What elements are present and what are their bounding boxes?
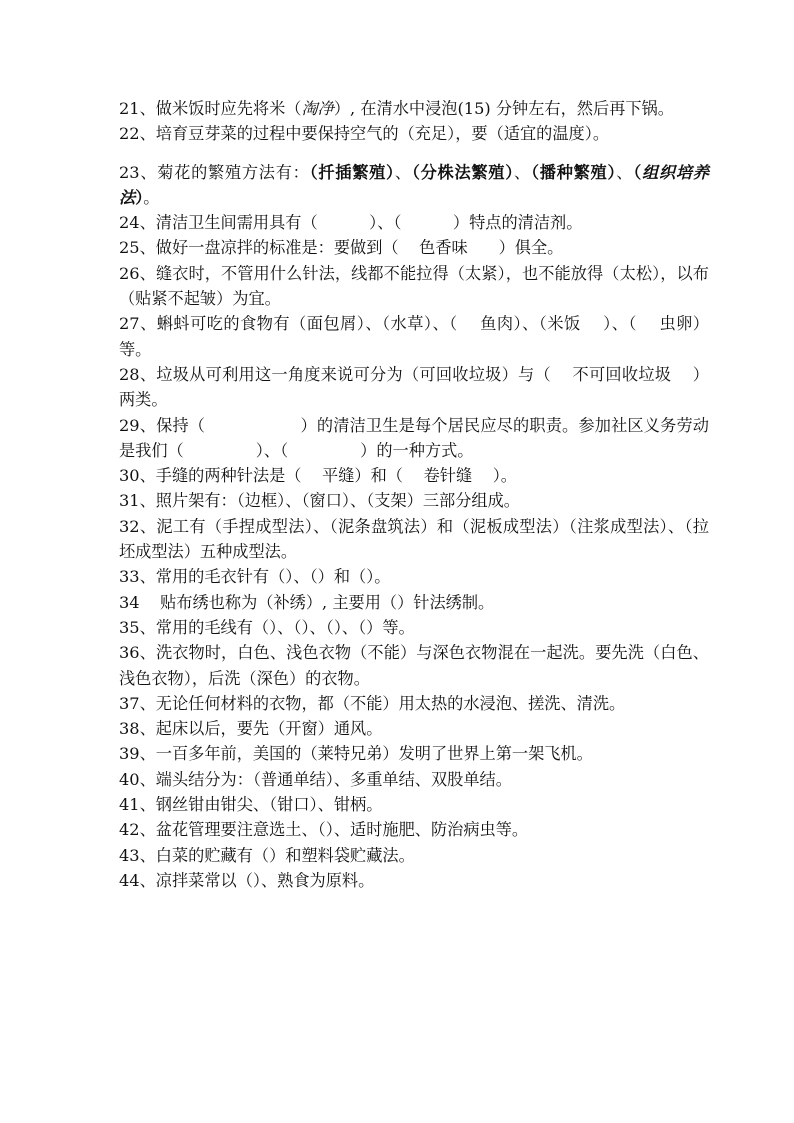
question-29: 29、保持（ ）的清洁卫生是每个居民应尽的职责。参加社区义务劳动是我们（ ）、（ ）的一种方式。: [119, 415, 709, 460]
question-40: 40、端头结分为：（普通单结）、多重单结、双股单结。: [119, 769, 512, 789]
question-24: 24、清洁卫生间需用具有（ ）、（ ）特点的清洁剂。: [119, 213, 583, 233]
question-list: [119, 96, 709, 893]
question-34: 34 贴布绣也称为（补绣）, 主要用（）针法绣制。: [119, 592, 495, 612]
question-36: 36、洗衣物时，白色、浅色衣物（不能）与深色衣物混在一起洗。要先洗（白色、浅色衣物），后洗（深色）的衣物。: [119, 643, 709, 688]
question-39: 39、一百多年前，美国的（莱特兄弟）发明了世界上第一架飞机。: [119, 744, 593, 764]
question-35: 35、常用的毛线有（）、（）、（）、（）等。: [119, 617, 415, 637]
question-28: 28、垃圾从可利用这一角度来说可分为（可回收垃圾）与（ 不可回收垃圾 ）两类。: [119, 364, 709, 410]
question-43: 43、白菜的贮藏有（）和塑料袋贮藏法。: [119, 845, 415, 865]
question-42: 42、盆花管理要注意选土、（）、适时施肥、防治病虫等。: [119, 820, 529, 840]
question-25: 25、做好一盘凉拌的标准是：要做到（ 色香味 ）俱全。: [119, 238, 564, 258]
question-23: 23、菊花的繁殖方法有：（扦插繁殖）、（分株法繁殖）、（播种繁殖）、（组织培养法）。: [119, 162, 709, 207]
question-27: 27、蝌蚪可吃的食物有（面包屑）、（水草）、（ 鱼肉）、（米饭 ）、（ 虫卵）等。: [119, 314, 709, 359]
question-31: 31、照片架有：（边框）、（窗口）、（支架）三部分组成。: [119, 491, 520, 511]
question-21: 21、做米饭时应先将米（淘净）, 在清水中浸泡(15) 分钟左右，然后再下锅。: [119, 99, 674, 118]
question-30: 30、手缝的两种针法是（ 平缝）和（ 卷针缝 ）。: [119, 466, 517, 486]
question-33: 33、常用的毛衣针有（）、（）和（）。: [119, 567, 391, 587]
question-37: 37、无论任何材料的衣物，都（不能）用太热的水浸泡、搓洗、清洗。: [119, 693, 626, 713]
question-44: 44、凉拌菜常以（）、熟食为原料。: [119, 870, 375, 890]
question-26: 26、缝衣时，不管用什么针法，线都不能拉得（太紧），也不能放得（太松），以布（贴紧不起皱）为宜。: [119, 263, 709, 309]
question-38: 38、起床以后，要先（开窗）通风。: [119, 719, 383, 739]
answer-text: 淘净: [301, 99, 334, 118]
question-32: 32、泥工有（手捏成型法）、（泥条盘筑法）和（泥板成型法）（注浆成型法）、（拉坯成型法）五种成型法。: [119, 516, 709, 562]
question-41: 41、钢丝钳由钳尖、（钳口）、钳柄。: [119, 795, 383, 815]
question-22: 22、培育豆芽菜的过程中要保持空气的（充足），要（适宜的温度）。: [119, 124, 610, 144]
